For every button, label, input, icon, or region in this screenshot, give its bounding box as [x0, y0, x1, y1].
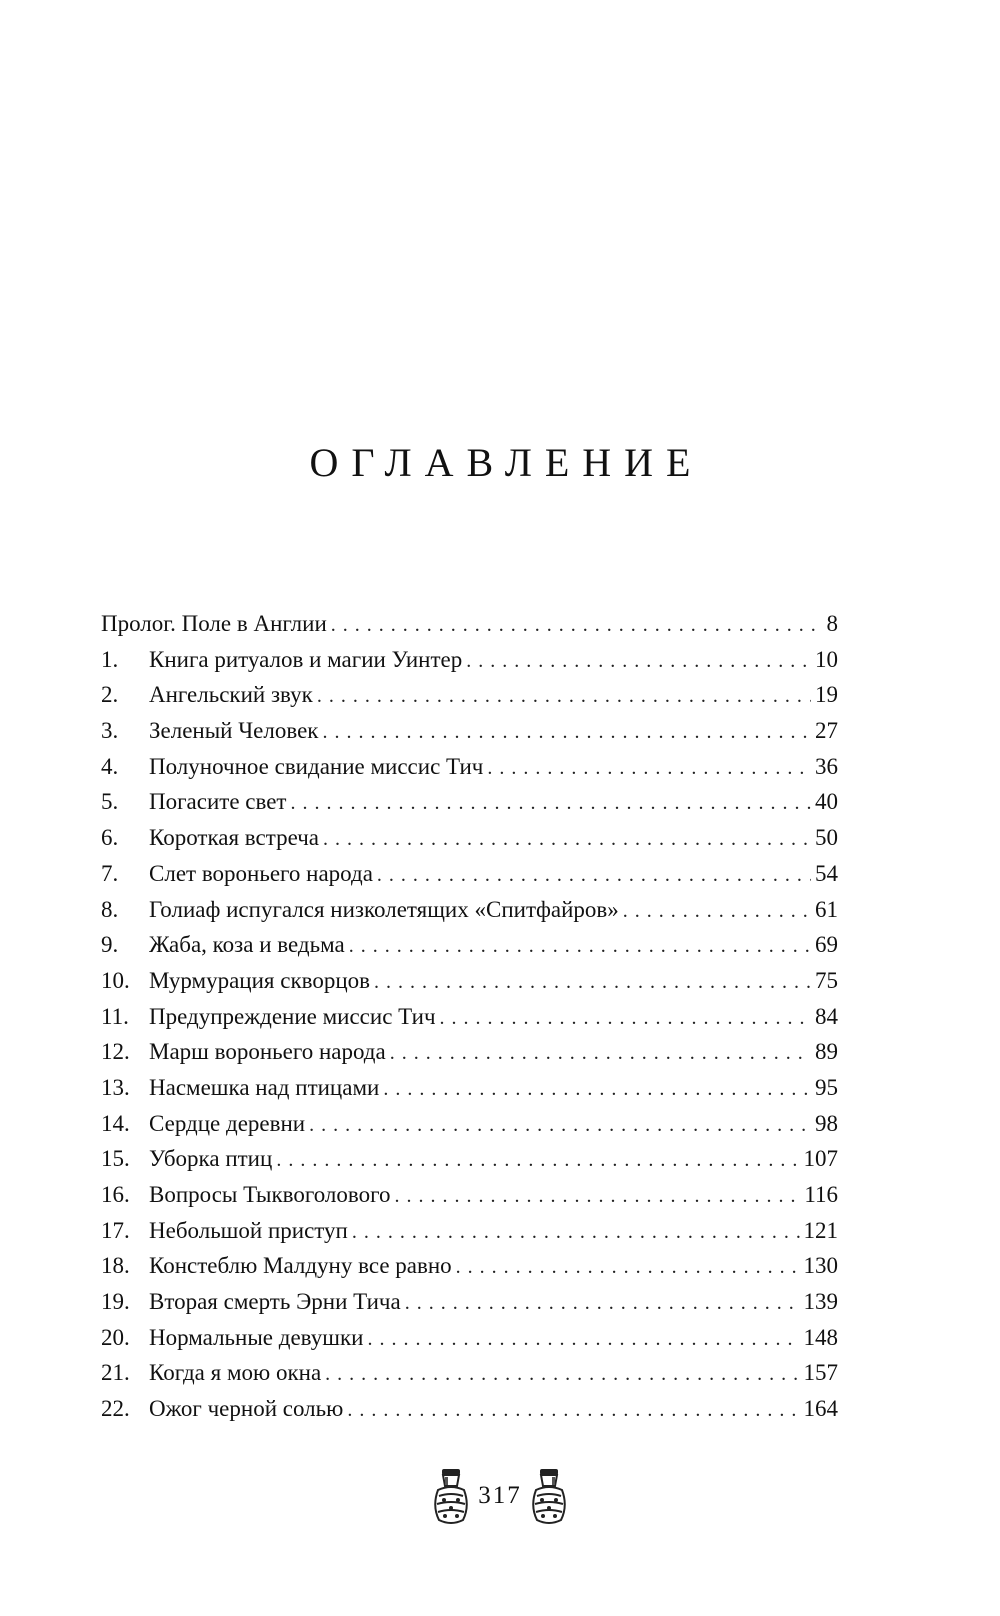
toc-chapter-number: 12.	[101, 1039, 130, 1065]
toc-entry	[101, 1213, 838, 1249]
toc-entry	[101, 820, 838, 856]
toc-label: Когда я мою окна	[149, 1360, 322, 1386]
toc-label: Пролог. Поле в Англии	[101, 611, 327, 636]
toc-chapter-number: 17.	[101, 1217, 130, 1243]
leader-dots	[322, 715, 811, 751]
toc-page-number: 75	[815, 967, 838, 993]
toc-entry	[101, 892, 838, 928]
toc-page-number: 27	[815, 718, 838, 744]
toc-chapter-number: 5.	[101, 789, 119, 815]
toc-label: Предупреждение миссис Тич	[149, 1003, 436, 1029]
leader-dots	[309, 1108, 811, 1144]
toc-entry	[101, 999, 838, 1035]
toc-chapter-number: 13.	[101, 1074, 130, 1100]
toc-entry	[101, 1034, 838, 1070]
toc-page-number: 116	[804, 1182, 838, 1207]
toc-label: Зеленый Человек	[149, 718, 319, 744]
toc-label: Короткая встреча	[149, 825, 319, 851]
toc-page-number: 84	[815, 1003, 838, 1029]
toc-prologue	[101, 606, 838, 642]
leader-dots	[623, 894, 811, 930]
toc-entry	[101, 1177, 838, 1213]
toc-label: Вопросы Тыквоголового	[149, 1182, 391, 1207]
toc-page-number: 10	[815, 646, 838, 672]
toc-page-number: 19	[815, 682, 838, 708]
toc-label: Нормальные девушки	[149, 1324, 364, 1350]
page-title: ОГЛАВЛЕНИЕ	[309, 439, 704, 485]
toc-page-number: 40	[815, 789, 838, 815]
toc-chapter-number: 20.	[101, 1324, 130, 1350]
leader-dots	[325, 1357, 799, 1393]
leader-dots	[347, 1393, 799, 1429]
leader-dots	[349, 929, 811, 965]
toc-chapter-number: 10.	[101, 967, 130, 993]
toc-entry	[101, 1106, 838, 1142]
toc-chapter-number: 22.	[101, 1396, 130, 1422]
toc-page-number: 130	[803, 1253, 838, 1279]
table-of-contents	[101, 606, 838, 1427]
toc-entry	[101, 642, 838, 678]
toc-entry	[101, 927, 838, 963]
toc-entry	[101, 713, 838, 749]
toc-chapter-number: 7.	[101, 860, 119, 886]
toc-entry	[101, 1248, 838, 1284]
toc-label: Слет вороньего народа	[149, 860, 373, 886]
leader-dots	[377, 858, 811, 894]
toc-page-number: 121	[803, 1217, 838, 1243]
toc-page-number: 50	[815, 825, 838, 851]
toc-page-number: 164	[803, 1396, 838, 1422]
toc-page-number: 107	[803, 1146, 838, 1172]
page-number: 317	[478, 1482, 522, 1509]
toc-page-number: 89	[815, 1039, 838, 1065]
toc-chapter-number: 19.	[101, 1289, 130, 1315]
page-footer	[0, 1466, 1000, 1526]
toc-page-number: 98	[815, 1110, 838, 1136]
toc-label: Небольшой приступ	[149, 1217, 348, 1243]
toc-page-number: 69	[815, 932, 838, 958]
toc-chapter-number: 8.	[101, 896, 119, 922]
leader-dots	[383, 1072, 811, 1108]
toc-chapter-number: 15.	[101, 1146, 130, 1172]
toc-page-number: 157	[803, 1360, 838, 1386]
toc-entry	[101, 677, 838, 713]
leader-dots	[390, 1036, 811, 1072]
toc-chapter-number: 18.	[101, 1253, 130, 1279]
toc-page-number: 95	[815, 1074, 838, 1100]
toc-entry	[101, 1320, 838, 1356]
toc-entry	[101, 784, 838, 820]
toc-chapter-number: 1.	[101, 646, 119, 672]
toc-page-number: 8	[826, 611, 838, 636]
leader-dots	[323, 822, 811, 858]
toc-page-number: 54	[815, 860, 838, 886]
toc-entry	[101, 963, 838, 999]
leader-dots	[487, 751, 811, 787]
toc-chapter-number: 21.	[101, 1360, 130, 1386]
toc-page-number: 61	[815, 896, 838, 922]
toc-chapter-number: 3.	[101, 718, 119, 744]
toc-label: Насмешка над птицами	[149, 1074, 380, 1100]
toc-chapter-number: 6.	[101, 825, 119, 851]
toc-entry	[101, 1070, 838, 1106]
toc-label: Уборка птиц	[149, 1146, 273, 1172]
leader-dots	[456, 1250, 800, 1286]
toc-label: Сердце деревни	[149, 1110, 306, 1136]
leader-dots	[405, 1286, 800, 1322]
leader-dots	[331, 608, 823, 644]
jar-ornament-icon	[430, 1466, 472, 1526]
toc-label: Ангельский звук	[149, 682, 313, 708]
toc-label: Погасите свет	[149, 789, 287, 815]
leader-dots	[276, 1143, 799, 1179]
toc-label: Марш вороньего народа	[149, 1039, 386, 1065]
toc-entry	[101, 1355, 838, 1391]
toc-label: Книга ритуалов и магии Уинтер	[149, 646, 463, 672]
toc-chapter-number: 16.	[101, 1182, 130, 1207]
leader-dots	[466, 644, 811, 680]
toc-entry	[101, 1391, 838, 1427]
toc-label: Голиаф испугался низколетящих «Спитфайров»	[149, 896, 619, 922]
toc-page-number: 139	[803, 1289, 838, 1315]
leader-dots	[290, 786, 811, 822]
jar-ornament-icon	[528, 1466, 570, 1526]
toc-entry	[101, 749, 838, 785]
toc-label: Жаба, коза и ведьма	[149, 932, 345, 958]
toc-chapter-number: 11.	[101, 1003, 129, 1029]
toc-chapter-number: 2.	[101, 682, 119, 708]
toc-chapter-number: 4.	[101, 753, 119, 779]
leader-dots	[317, 679, 811, 715]
leader-dots	[352, 1215, 800, 1251]
toc-entry	[101, 1141, 838, 1177]
leader-dots	[374, 965, 811, 1001]
toc-label: Вторая смерть Эрни Тича	[149, 1289, 401, 1315]
toc-label: Полуночное свидание миссис Тич	[149, 753, 484, 779]
toc-label: Мурмурация скворцов	[149, 967, 370, 993]
toc-label: Ожог черной солью	[149, 1396, 344, 1422]
leader-dots	[440, 1001, 811, 1037]
leader-dots	[367, 1322, 799, 1358]
toc-entry	[101, 1284, 838, 1320]
toc-page-number: 36	[815, 753, 838, 779]
leader-dots	[394, 1179, 800, 1215]
toc-page-number: 148	[803, 1324, 838, 1350]
toc-label: Констеблю Малдуну все равно	[149, 1253, 452, 1279]
toc-chapter-number: 14.	[101, 1110, 130, 1136]
toc-chapter-number: 9.	[101, 932, 119, 958]
toc-entry	[101, 856, 838, 892]
